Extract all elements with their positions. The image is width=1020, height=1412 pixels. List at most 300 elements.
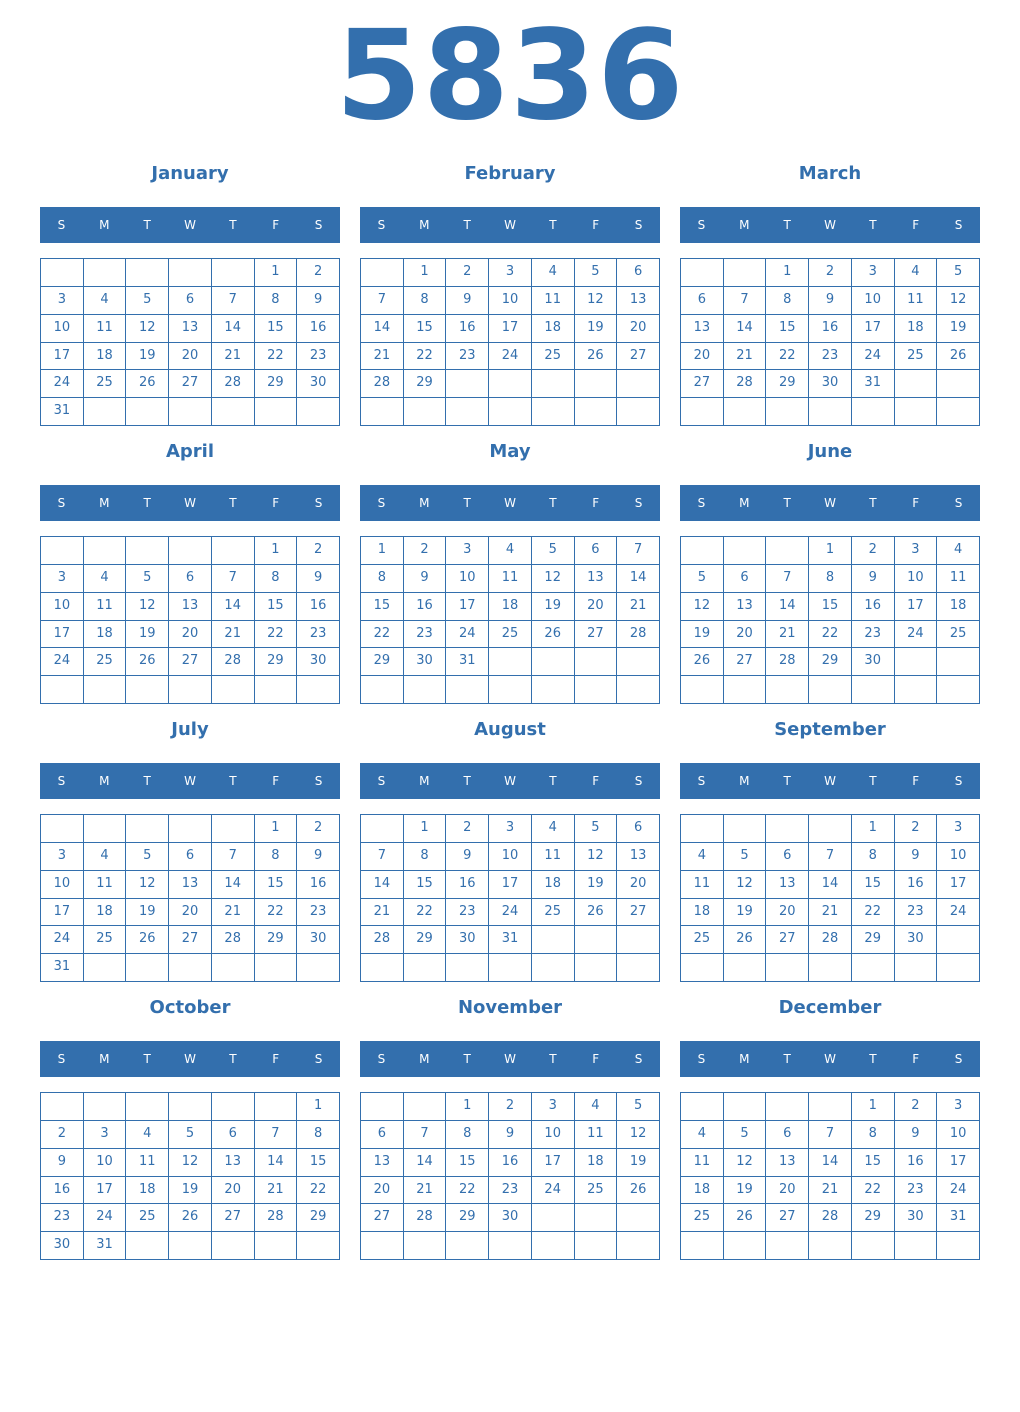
empty-day-cell [724,954,767,982]
weekday-label: S [954,496,963,510]
day-cell: 18 [84,899,127,927]
empty-day-cell [361,676,404,704]
day-cell: 11 [575,1121,618,1149]
day-cell: 30 [41,1232,84,1260]
day-cell: 7 [212,287,255,315]
weekday-label: T [869,218,877,232]
day-cell: 4 [84,843,127,871]
day-cell: 14 [361,315,404,343]
weekday-label: T [783,496,791,510]
day-cell: 12 [126,315,169,343]
weekday-header-row [680,1041,980,1077]
weekday-label: T [463,1052,471,1066]
weekday-label: F [912,774,920,788]
day-cell: 5 [532,537,575,565]
day-cell: 11 [84,315,127,343]
day-cell: 23 [404,621,447,649]
empty-day-cell [532,676,575,704]
days-grid [680,814,980,982]
day-cell: 4 [681,843,724,871]
weekday-label: T [783,218,791,232]
day-cell: 20 [212,1177,255,1205]
weekday-label: S [697,774,706,788]
day-cell: 25 [575,1177,618,1205]
day-cell: 8 [361,565,404,593]
day-cell: 15 [809,593,852,621]
empty-day-cell [532,1204,575,1232]
day-cell: 7 [255,1121,298,1149]
weekday-label: W [184,218,196,232]
empty-day-cell [766,537,809,565]
day-cell: 2 [297,259,340,287]
day-cell: 18 [575,1149,618,1177]
day-cell: 19 [575,315,618,343]
empty-day-cell [575,676,618,704]
empty-day-cell [212,259,255,287]
empty-day-cell [126,1093,169,1121]
day-cell: 5 [724,1121,767,1149]
empty-day-cell [489,398,532,426]
day-cell: 21 [361,899,404,927]
day-cell: 14 [766,593,809,621]
day-cell: 22 [766,343,809,371]
day-cell: 31 [937,1204,980,1232]
day-cell: 14 [809,1149,852,1177]
empty-day-cell [895,398,938,426]
empty-day-cell [681,815,724,843]
day-cell: 15 [404,315,447,343]
day-cell: 26 [575,343,618,371]
weekday-label: S [697,1052,706,1066]
day-cell: 27 [766,926,809,954]
day-cell: 15 [297,1149,340,1177]
day-cell: 9 [809,287,852,315]
days-grid [40,814,340,982]
day-cell: 1 [852,1093,895,1121]
day-cell: 12 [681,593,724,621]
day-cell: 27 [575,621,618,649]
weekday-label: S [954,1052,963,1066]
day-cell: 9 [41,1149,84,1177]
day-cell: 10 [84,1149,127,1177]
day-cell: 24 [895,621,938,649]
empty-day-cell [446,398,489,426]
day-cell: 24 [41,648,84,676]
day-cell: 19 [532,593,575,621]
day-cell: 22 [255,899,298,927]
day-cell: 5 [126,287,169,315]
empty-day-cell [575,1204,618,1232]
empty-day-cell [937,926,980,954]
day-cell: 22 [255,621,298,649]
day-cell: 30 [404,648,447,676]
empty-day-cell [724,1232,767,1260]
empty-day-cell [84,537,127,565]
day-cell: 13 [169,315,212,343]
day-cell: 18 [895,315,938,343]
empty-day-cell [297,676,340,704]
day-cell: 28 [212,648,255,676]
empty-day-cell [404,398,447,426]
empty-day-cell [489,1232,532,1260]
empty-day-cell [766,1093,809,1121]
day-cell: 28 [212,926,255,954]
day-cell: 21 [724,343,767,371]
empty-day-cell [681,259,724,287]
day-cell: 17 [41,343,84,371]
empty-day-cell [255,954,298,982]
day-cell: 29 [361,648,404,676]
day-cell: 6 [212,1121,255,1149]
day-cell: 4 [532,259,575,287]
day-cell: 13 [575,565,618,593]
day-cell: 3 [489,259,532,287]
empty-day-cell [212,537,255,565]
day-cell: 4 [895,259,938,287]
day-cell: 23 [41,1204,84,1232]
day-cell: 11 [681,871,724,899]
days-grid [360,814,660,982]
day-cell: 4 [937,537,980,565]
weekday-header-row [360,485,660,521]
empty-day-cell [126,954,169,982]
day-cell: 13 [361,1149,404,1177]
day-cell: 24 [84,1204,127,1232]
weekday-label: M [419,218,430,232]
day-cell: 2 [446,259,489,287]
day-cell: 17 [84,1177,127,1205]
month-name: November [457,997,563,1018]
day-cell: 23 [489,1177,532,1205]
day-cell: 9 [297,843,340,871]
empty-day-cell [126,259,169,287]
weekday-label: S [57,218,66,232]
day-cell: 21 [212,621,255,649]
weekday-label: T [549,218,557,232]
empty-day-cell [361,1093,404,1121]
weekday-label: F [272,774,280,788]
day-cell: 23 [852,621,895,649]
day-cell: 26 [126,926,169,954]
weekday-label: S [377,1052,386,1066]
day-cell: 22 [446,1177,489,1205]
day-cell: 4 [84,565,127,593]
day-cell: 6 [169,565,212,593]
day-cell: 8 [809,565,852,593]
day-cell: 4 [126,1121,169,1149]
weekday-label: T [783,774,791,788]
day-cell: 2 [446,815,489,843]
day-cell: 19 [575,871,618,899]
day-cell: 25 [84,648,127,676]
day-cell: 7 [617,537,660,565]
day-cell: 17 [937,1149,980,1177]
weekday-header-row [360,763,660,799]
day-cell: 6 [617,815,660,843]
day-cell: 17 [937,871,980,899]
empty-day-cell [937,954,980,982]
day-cell: 16 [446,871,489,899]
weekday-label: F [272,218,280,232]
empty-day-cell [766,954,809,982]
day-cell: 21 [404,1177,447,1205]
day-cell: 8 [255,287,298,315]
empty-day-cell [724,537,767,565]
day-cell: 14 [212,593,255,621]
day-cell: 27 [617,343,660,371]
day-cell: 14 [404,1149,447,1177]
weekday-label: M [419,774,430,788]
day-cell: 18 [937,593,980,621]
day-cell: 20 [766,1177,809,1205]
day-cell: 20 [766,899,809,927]
weekday-label: T [869,774,877,788]
day-cell: 4 [681,1121,724,1149]
empty-day-cell [617,1204,660,1232]
empty-day-cell [169,1093,212,1121]
weekday-header-row [40,763,340,799]
empty-day-cell [532,926,575,954]
day-cell: 5 [126,565,169,593]
empty-day-cell [126,398,169,426]
day-cell: 13 [617,843,660,871]
empty-day-cell [617,926,660,954]
day-cell: 14 [617,565,660,593]
empty-day-cell [617,370,660,398]
empty-day-cell [895,370,938,398]
day-cell: 18 [681,899,724,927]
empty-day-cell [532,648,575,676]
weekday-label: T [229,496,237,510]
day-cell: 21 [617,593,660,621]
day-cell: 23 [895,899,938,927]
day-cell: 15 [255,315,298,343]
day-cell: 26 [937,343,980,371]
day-cell: 17 [489,871,532,899]
day-cell: 1 [255,815,298,843]
day-cell: 19 [681,621,724,649]
weekday-label: T [869,496,877,510]
day-cell: 29 [255,648,298,676]
day-cell: 25 [126,1204,169,1232]
day-cell: 26 [724,926,767,954]
day-cell: 4 [532,815,575,843]
day-cell: 16 [404,593,447,621]
weekday-label: T [783,1052,791,1066]
day-cell: 9 [446,287,489,315]
day-cell: 25 [489,621,532,649]
day-cell: 1 [255,259,298,287]
day-cell: 5 [617,1093,660,1121]
day-cell: 27 [724,648,767,676]
day-cell: 12 [169,1149,212,1177]
day-cell: 30 [809,370,852,398]
empty-day-cell [766,398,809,426]
empty-day-cell [724,815,767,843]
day-cell: 25 [681,1204,724,1232]
day-cell: 3 [84,1121,127,1149]
days-grid [680,258,980,426]
day-cell: 1 [446,1093,489,1121]
empty-day-cell [41,1093,84,1121]
day-cell: 25 [895,343,938,371]
weekday-label: T [143,218,151,232]
empty-day-cell [852,676,895,704]
day-cell: 21 [809,1177,852,1205]
day-cell: 3 [852,259,895,287]
weekday-label: F [912,496,920,510]
day-cell: 16 [895,1149,938,1177]
day-cell: 20 [575,593,618,621]
weekday-label: M [739,774,750,788]
day-cell: 16 [297,871,340,899]
day-cell: 22 [852,1177,895,1205]
empty-day-cell [809,1232,852,1260]
day-cell: 12 [617,1121,660,1149]
day-cell: 12 [937,287,980,315]
day-cell: 17 [852,315,895,343]
empty-day-cell [852,1232,895,1260]
day-cell: 16 [446,315,489,343]
weekday-label: W [184,496,196,510]
day-cell: 12 [724,871,767,899]
day-cell: 9 [895,1121,938,1149]
day-cell: 4 [489,537,532,565]
empty-day-cell [575,648,618,676]
empty-day-cell [724,1093,767,1121]
weekday-label: S [314,1052,323,1066]
day-cell: 10 [41,871,84,899]
weekday-label: T [463,496,471,510]
day-cell: 9 [404,565,447,593]
day-cell: 1 [361,537,404,565]
day-cell: 19 [126,621,169,649]
day-cell: 20 [169,899,212,927]
day-cell: 3 [446,537,489,565]
empty-day-cell [361,398,404,426]
empty-day-cell [532,398,575,426]
weekday-label: M [99,496,110,510]
day-cell: 28 [212,370,255,398]
empty-day-cell [126,1232,169,1260]
empty-day-cell [41,259,84,287]
day-cell: 16 [489,1149,532,1177]
empty-day-cell [255,676,298,704]
weekday-header-row [680,207,980,243]
empty-day-cell [361,259,404,287]
day-cell: 6 [169,843,212,871]
weekday-label: S [954,218,963,232]
empty-day-cell [681,398,724,426]
day-cell: 28 [766,648,809,676]
empty-day-cell [617,648,660,676]
day-cell: 3 [41,843,84,871]
empty-day-cell [809,954,852,982]
empty-day-cell [41,537,84,565]
day-cell: 1 [404,815,447,843]
weekday-label: T [549,1052,557,1066]
empty-day-cell [255,1232,298,1260]
empty-day-cell [404,676,447,704]
day-cell: 17 [532,1149,575,1177]
month-name: December [778,997,882,1018]
day-cell: 22 [255,343,298,371]
weekday-header-row [360,1041,660,1077]
day-cell: 16 [41,1177,84,1205]
empty-day-cell [809,676,852,704]
weekday-header-row [40,1041,340,1077]
empty-day-cell [212,676,255,704]
empty-day-cell [297,954,340,982]
empty-day-cell [84,1093,127,1121]
day-cell: 27 [766,1204,809,1232]
day-cell: 18 [126,1177,169,1205]
day-cell: 12 [126,593,169,621]
empty-day-cell [126,815,169,843]
day-cell: 31 [446,648,489,676]
day-cell: 15 [404,871,447,899]
day-cell: 8 [255,843,298,871]
day-cell: 11 [937,565,980,593]
day-cell: 7 [724,287,767,315]
day-cell: 5 [575,259,618,287]
day-cell: 15 [446,1149,489,1177]
day-cell: 16 [297,315,340,343]
empty-day-cell [212,1093,255,1121]
day-cell: 1 [809,537,852,565]
day-cell: 20 [681,343,724,371]
day-cell: 23 [446,343,489,371]
weekday-label: S [314,774,323,788]
empty-day-cell [361,815,404,843]
empty-day-cell [126,537,169,565]
day-cell: 4 [575,1093,618,1121]
empty-day-cell [681,537,724,565]
weekday-label: F [592,218,600,232]
weekday-label: W [504,218,516,232]
day-cell: 23 [297,621,340,649]
day-cell: 19 [937,315,980,343]
empty-day-cell [937,676,980,704]
day-cell: 11 [489,565,532,593]
day-cell: 29 [404,370,447,398]
empty-day-cell [169,954,212,982]
day-cell: 15 [361,593,404,621]
weekday-label: M [739,496,750,510]
day-cell: 5 [169,1121,212,1149]
empty-day-cell [404,1093,447,1121]
day-cell: 21 [809,899,852,927]
weekday-header-row [680,763,980,799]
days-grid [360,1092,660,1260]
day-cell: 12 [575,287,618,315]
day-cell: 12 [724,1149,767,1177]
days-grid [40,1092,340,1260]
day-cell: 10 [489,843,532,871]
day-cell: 4 [84,287,127,315]
day-cell: 8 [297,1121,340,1149]
day-cell: 19 [126,899,169,927]
day-cell: 2 [895,815,938,843]
empty-day-cell [446,1232,489,1260]
day-cell: 19 [617,1149,660,1177]
day-cell: 3 [532,1093,575,1121]
weekday-label: S [634,496,643,510]
weekday-label: S [634,1052,643,1066]
day-cell: 14 [255,1149,298,1177]
day-cell: 19 [724,899,767,927]
day-cell: 14 [361,871,404,899]
